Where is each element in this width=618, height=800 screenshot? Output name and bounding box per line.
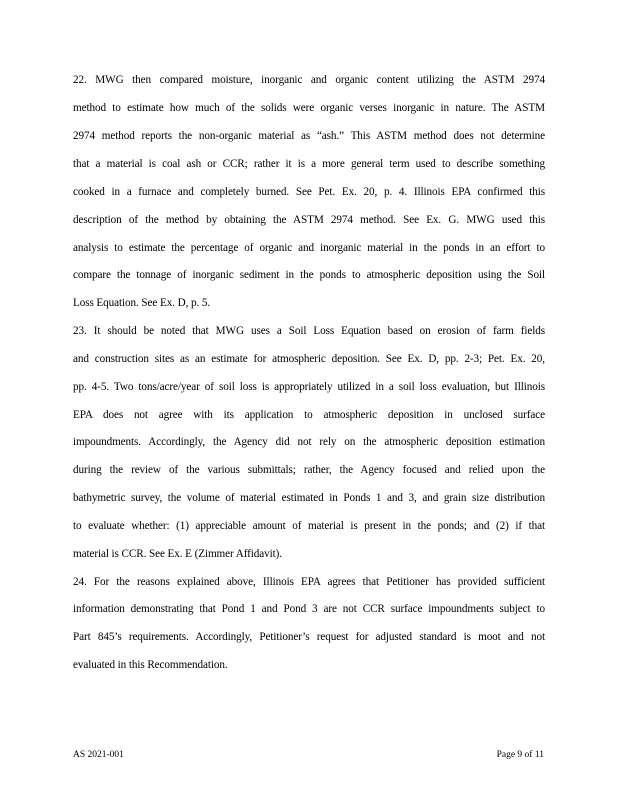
paragraph-line: material is CCR. See Ex. E (Zimmer Affidavit).	[73, 548, 282, 560]
paragraph-line: 2974 method reports the non-organic material as “ash.” This ASTM method does not determine	[73, 130, 545, 142]
paragraph-line: 22. MWG then compared moisture, inorganic and organic content utilizing the ASTM 2974	[73, 74, 545, 86]
paragraph-line: during the review of the various submittals; rather, the Agency focused and relied upon the	[73, 464, 545, 476]
paragraph-line: to evaluate whether: (1) appreciable amount of material is present in the ponds; and (2) if that	[73, 520, 545, 532]
paragraph-line: cooked in a furnace and completely burned. See Pet. Ex. 20, p. 4. Illinois EPA confirmed this	[73, 186, 545, 198]
paragraph-line: evaluated in this Recommendation.	[73, 659, 228, 671]
paragraph-line: compare the tonnage of inorganic sediment in the ponds to atmospheric deposition using the Soil	[73, 269, 545, 281]
paragraph-line: 24. For the reasons explained above, Illinois EPA agrees that Petitioner has provided sufficient	[73, 576, 545, 588]
paragraph-line: Part 845’s requirements. Accordingly, Petitioner’s request for adjusted standard is moot and not	[73, 631, 545, 643]
paragraph-line: that a material is coal ash or CCR; rather it is a more general term used to describe something	[73, 158, 545, 170]
footer-case-number: AS 2021-001	[73, 750, 124, 760]
paragraph-line: bathymetric survey, the volume of material estimated in Ponds 1 and 3, and grain size distribution	[73, 492, 545, 504]
paragraph-line: Loss Equation. See Ex. D, p. 5.	[73, 297, 211, 309]
paragraph-line: 23. It should be noted that MWG uses a Soil Loss Equation based on erosion of farm fields	[73, 325, 545, 337]
paragraph-line: information demonstrating that Pond 1 and Pond 3 are not CCR surface impoundments subject to	[73, 603, 545, 615]
paragraph-line: method to estimate how much of the solids were organic verses inorganic in nature. The ASTM	[73, 102, 545, 114]
paragraph-line: and construction sites as an estimate for atmospheric deposition. See Ex. D, pp. 2-3; Pet. Ex. 20,	[73, 353, 545, 365]
footer-page-number: Page 9 of 11	[496, 750, 544, 760]
paragraph-line: pp. 4-5. Two tons/acre/year of soil loss is appropriately utilized in a soil loss evaluation, but Illinois	[73, 381, 545, 393]
paragraph-line: description of the method by obtaining the ASTM 2974 method. See Ex. G. MWG used this	[73, 214, 545, 226]
paragraph-line: impoundments. Accordingly, the Agency did not rely on the atmospheric deposition estimation	[73, 436, 545, 448]
paragraph-line: EPA does not agree with its application to atmospheric deposition in unclosed surface	[73, 409, 545, 421]
paragraph-line: analysis to estimate the percentage of organic and inorganic material in the ponds in an effort to	[73, 242, 545, 254]
